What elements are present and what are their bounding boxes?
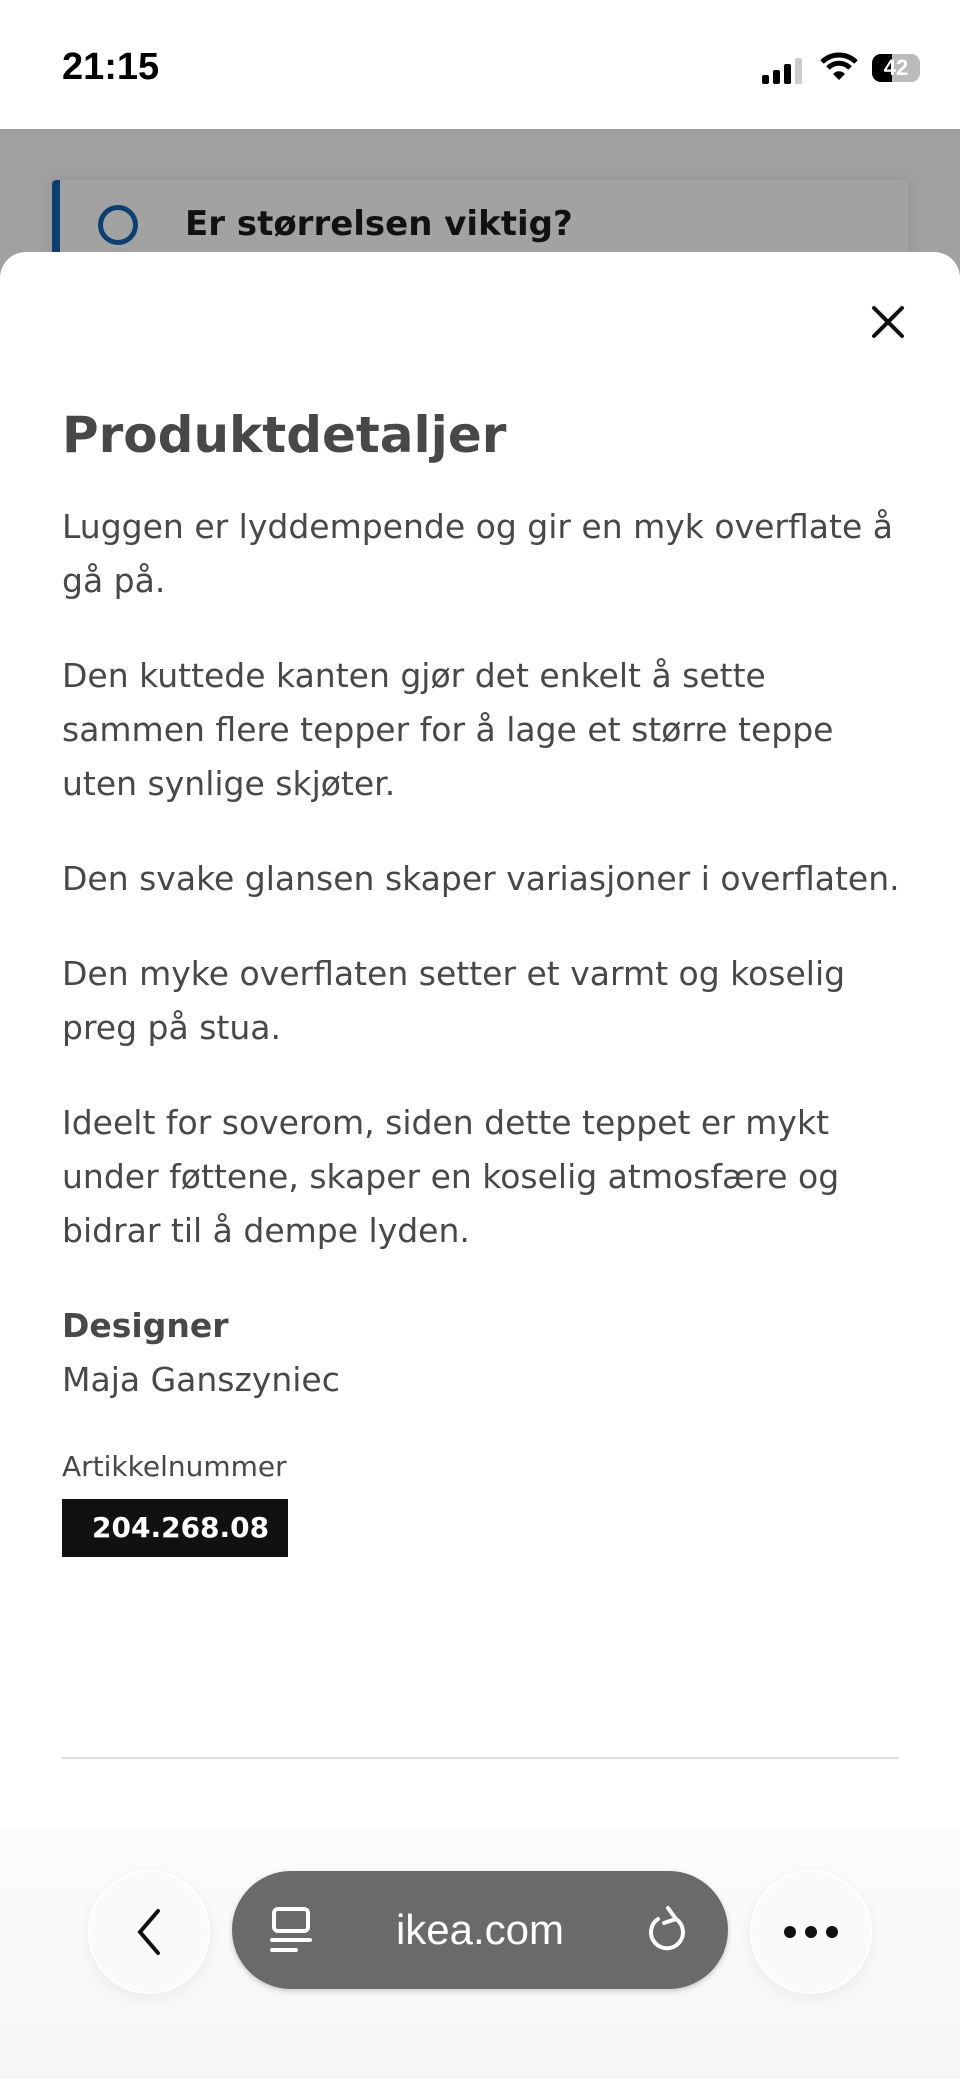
cellular-signal-icon	[762, 58, 802, 84]
detail-paragraph: Ideelt for soverom, siden dette teppet er mykt under føttene, skaper en koselig atmosfære og bidrar til å dempe lyden.	[62, 1103, 840, 1250]
article-number-label: Artikkelnummer	[62, 1450, 287, 1483]
detail-paragraph: Den myke overflaten setter et varmt og koselig preg på stua.	[62, 954, 846, 1047]
sheet-title: Produktdetaljer	[62, 406, 507, 464]
address-bar[interactable]	[232, 1871, 728, 1989]
detail-paragraph: Luggen er lyddempende og gir en myk overflate å gå på.	[62, 507, 893, 600]
designer-label: Designer	[62, 1306, 229, 1345]
battery-icon	[872, 54, 920, 82]
close-icon[interactable]	[866, 300, 910, 344]
designer-name: Maja Ganszyniec	[62, 1360, 340, 1399]
product-details-content	[62, 400, 902, 1557]
status-time: 21:15	[62, 46, 160, 88]
more-options-button[interactable]	[750, 1870, 872, 1994]
back-button[interactable]	[88, 1870, 210, 1994]
reload-icon[interactable]	[646, 1905, 690, 1955]
detail-paragraph: Den kuttede kanten gjør det enkelt å sette sammen flere tepper for å lage et større teppe uten synlige skjøter.	[62, 656, 834, 803]
info-card-title: Er størrelsen viktig?	[185, 204, 573, 244]
detail-paragraph: Den svake glansen skaper variasjoner i overflaten.	[62, 859, 900, 898]
divider	[62, 1757, 899, 1759]
article-number-badge: 204.268.08	[62, 1499, 288, 1557]
more-icon	[783, 1925, 839, 1939]
battery-level: 42	[883, 55, 909, 80]
wifi-icon	[820, 52, 858, 82]
status-bar	[0, 0, 960, 129]
chevron-left-icon	[134, 1907, 164, 1957]
info-icon	[98, 205, 138, 245]
url-text: ikea.com	[395, 1906, 565, 1953]
